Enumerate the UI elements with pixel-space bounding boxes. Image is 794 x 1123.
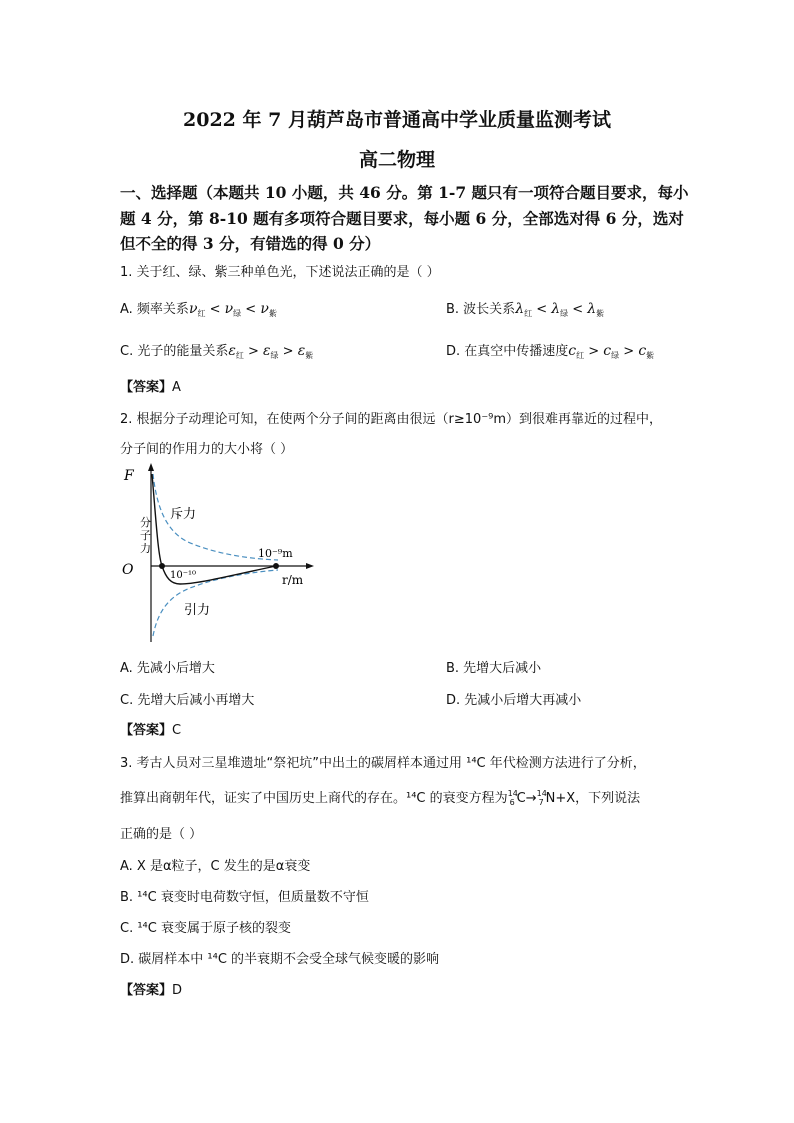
q3-answer: 【答案】D	[120, 983, 183, 998]
q1-stem: 1. 关于红、绿、紫三种单色光，下述说法正确的是（ ）	[120, 265, 440, 280]
mark-far-label: 10⁻⁹m	[258, 547, 293, 560]
q2-answer: 【答案】C	[120, 723, 182, 738]
q2-option-d[interactable]: D. 先减小后增大再减小	[446, 693, 582, 708]
q1-option-d[interactable]: D. 在真空中传播速度$c_红 > c_绿 > c_紫$	[446, 343, 655, 360]
equilibrium-point	[159, 563, 165, 569]
section-heading-line2: 题 4 分，第 8-10 题有多项符合题目要求，每小题 6 分，全部选对得 6 分，选对	[120, 209, 684, 228]
q2-option-c[interactable]: C. 先增大后减小再增大	[120, 693, 255, 708]
f-axis-arrow	[148, 463, 154, 471]
o-label: O	[122, 562, 134, 578]
q1-option-b[interactable]: B. 波长关系$\lambda_红 < \lambda_绿 < \lambda_紫$	[446, 301, 605, 318]
exam-title: 2022 年 7 月葫芦岛市普通高中学业质量监测考试	[183, 109, 611, 131]
q3-stem-line1: 3. 考古人员对三星堆遗址“祭祀坑”中出土的碳屑样本通过用 ¹⁴C 年代检测方法进行了分析，	[120, 756, 646, 771]
section-heading-line1: 一、选择题（本题共 10 小题，共 46 分。第 1-7 题只有一项符合题目要求，每小	[120, 183, 689, 202]
q3-option-c[interactable]: C. ¹⁴C 衰变属于原子核的裂变	[120, 921, 291, 936]
q1-option-c[interactable]: C. 光子的能量关系$\varepsilon_红 > \varepsilon_绿 > \varepsilon_紫$	[120, 343, 314, 360]
q2-option-b[interactable]: B. 先增大后减小	[446, 661, 542, 676]
q2-option-a[interactable]: A. 先减小后增大	[120, 661, 215, 676]
f-label: F	[124, 468, 134, 484]
molecular-force-char-2: 子	[140, 529, 151, 542]
q2-stem-line1: 2. 根据分子动理论可知，在使两个分子间的距离由很远（r≥10⁻⁹m）到很难再靠近的过程中，	[120, 412, 663, 427]
molecular-force-graph	[118, 460, 318, 646]
carbon-isotope: 14 6	[507, 789, 518, 807]
nitrogen-isotope: 14 7	[536, 789, 547, 807]
mark-near-label: 10⁻¹⁰	[170, 570, 197, 581]
r-label: r/m	[282, 573, 304, 587]
q3-stem-line2: 推算出商朝年代，证实了中国历史上商代的存在。¹⁴C 的衰变方程为 14 6 C→ 14 7 N+X，下列说法	[120, 789, 641, 807]
section-heading-line3: 但不全的得 3 分，有错选的得 0 分）	[120, 234, 381, 253]
repulsion-label: 斥力	[170, 507, 197, 522]
q1-option-a[interactable]: A. 频率关系$\nu_红 < \nu_绿 < \nu_紫$	[120, 301, 277, 318]
q3-option-b[interactable]: B. ¹⁴C 衰变时电荷数守恒，但质量数不守恒	[120, 890, 369, 905]
q1-answer: 【答案】A	[120, 380, 181, 395]
q3-option-a[interactable]: A. X 是α粒子，C 发生的是α衰变	[120, 859, 311, 874]
q2-stem-line2: 分子间的作用力的大小将（ ）	[120, 442, 294, 457]
net-force-curve	[152, 474, 276, 584]
exam-subtitle: 高二物理	[358, 149, 435, 171]
attraction-label: 引力	[184, 603, 211, 618]
q3-option-d[interactable]: D. 碳屑样本中 ¹⁴C 的半衰期不会受全球气候变暖的影响	[120, 952, 440, 967]
r-axis-arrow	[306, 563, 314, 569]
q3-stem-line3: 正确的是（ ）	[120, 827, 203, 842]
molecular-force-char-3: 力	[140, 542, 151, 555]
molecular-force-char-1: 分	[140, 516, 151, 529]
far-point	[273, 563, 279, 569]
